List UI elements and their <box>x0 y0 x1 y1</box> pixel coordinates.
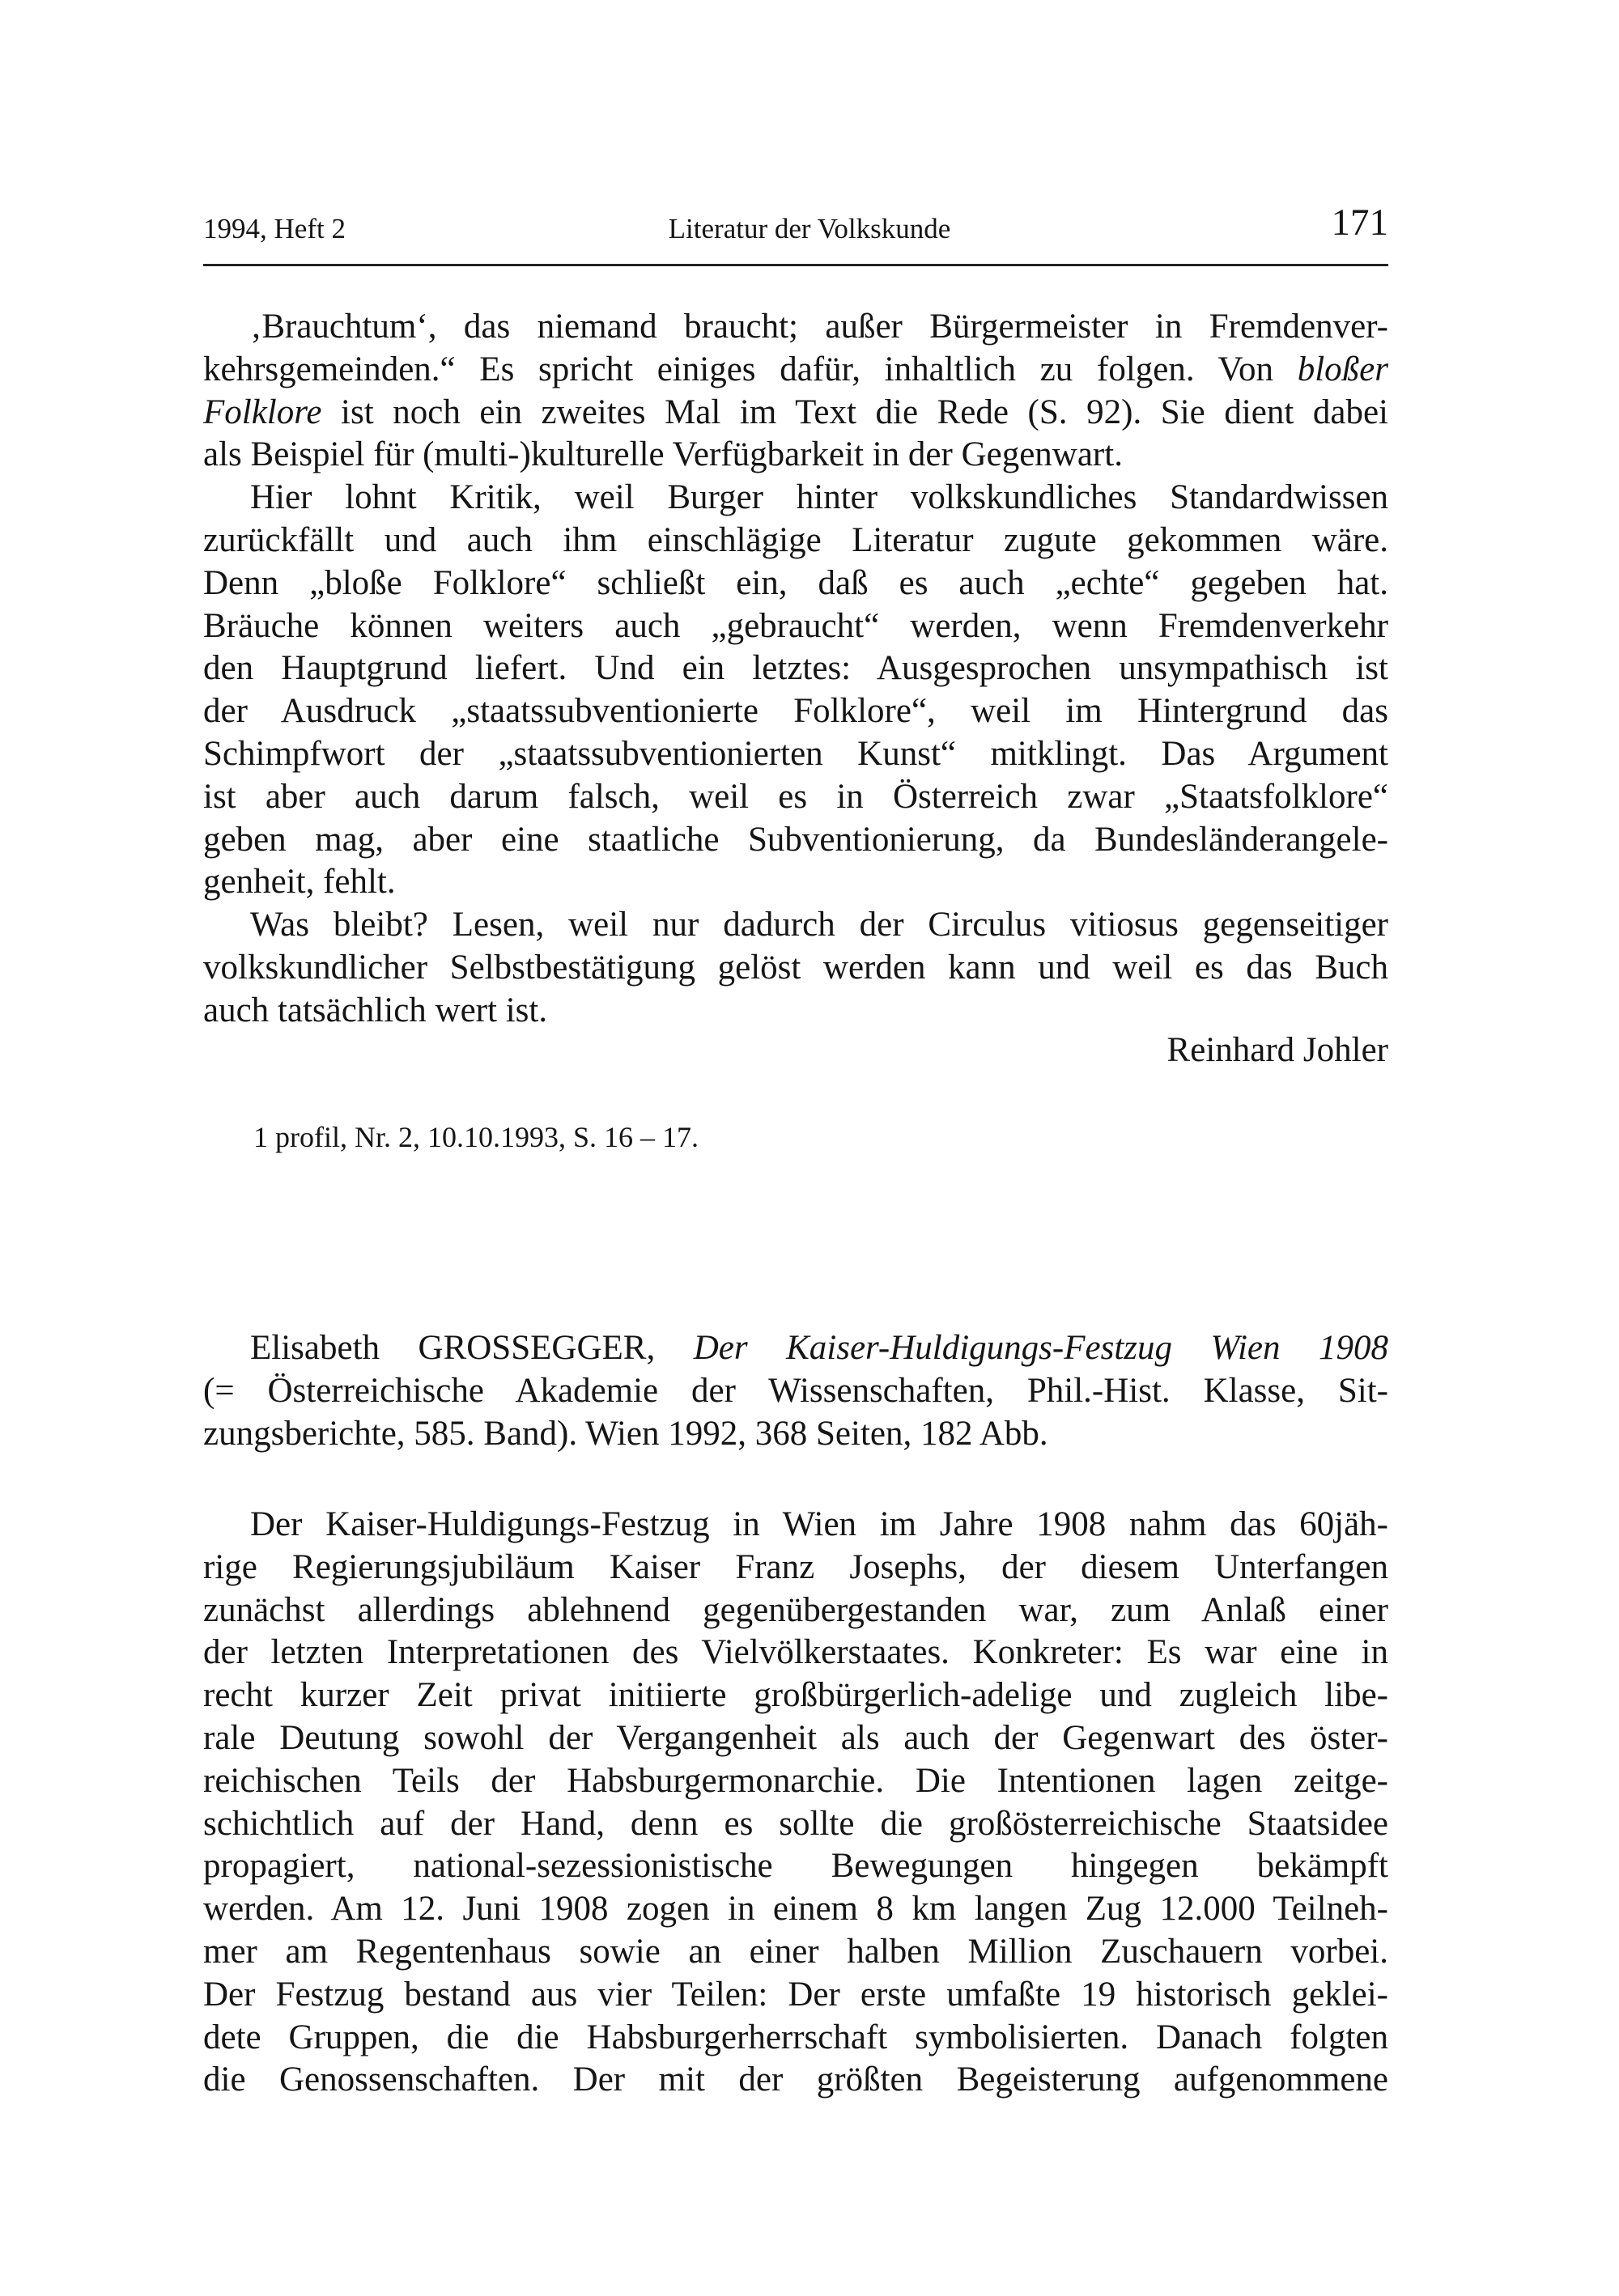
text-segment: der Ausdruck „staatssubventionierte Folklore“, weil im Hintergrund das <box>203 692 1388 731</box>
text-line <box>203 520 1388 562</box>
text-segment: schichtlich auf der Hand, denn es sollte die großösterreichische Staatsidee <box>203 1804 1388 1843</box>
text-segment: zurückfällt und auch ihm einschlägige Literatur zugute gekommen wäre. <box>203 520 1388 559</box>
text-line <box>203 861 1388 904</box>
running-head-title: Literatur der Volkskunde <box>668 213 951 244</box>
text-line <box>203 1327 1388 1370</box>
text-line <box>203 819 1388 862</box>
text-line <box>203 2017 1388 2060</box>
text-line <box>203 1803 1388 1846</box>
text-segment: genheit, fehlt. <box>203 863 396 902</box>
text-line <box>203 947 1388 990</box>
text-line <box>203 904 1388 947</box>
text-segment: Denn „bloße Folklore“ schließt ein, daß es auch „echte“ gegeben hat. <box>203 563 1388 602</box>
text-segment: als Beispiel für (multi-)kulturelle Verfügbarkeit in der Gegenwart. <box>203 435 1123 474</box>
text-segment: recht kurzer Zeit privat initiierte großbürgerlich-adelige und zugleich libe- <box>203 1676 1388 1715</box>
text-line <box>203 477 1388 520</box>
text-segment: geben mag, aber eine staatliche Subventionierung, da Bundesländerangele- <box>203 820 1388 859</box>
text-segment: werden. Am 12. Juni 1908 zogen in einem 8 km langen Zug 12.000 Teilneh- <box>203 1890 1388 1929</box>
text-line <box>203 990 1388 1033</box>
text-line <box>203 1845 1388 1888</box>
text-segment: auch tatsächlich wert ist. <box>203 991 548 1029</box>
italic-text: Der Kaiser-Huldigungs-Festzug Wien 1908 <box>693 1329 1388 1367</box>
text-line <box>203 1760 1388 1803</box>
text-line <box>203 1547 1388 1589</box>
text-line <box>203 306 1388 349</box>
text-line <box>203 647 1388 690</box>
text-segment: die Genossenschaften. Der mit der größten Begeisterung aufgenommene <box>203 2060 1388 2099</box>
text-segment: den Hauptgrund liefert. Und ein letztes: Ausgesprochen unsympathisch ist <box>203 649 1388 688</box>
text-line <box>203 605 1388 648</box>
text-segment: Schimpfwort der „staatssubventionierten Kunst“ mitklingt. Das Argument <box>203 734 1388 773</box>
text-line <box>203 1674 1388 1717</box>
header-rule <box>203 264 1388 266</box>
text-segment: ‚Brauchtum‘, das niemand braucht; außer Bürgermeister in Fremdenver- <box>250 308 1388 346</box>
text-line <box>203 733 1388 776</box>
text-segment: Hier lohnt Kritik, weil Burger hinter volkskundliches Standardwissen <box>250 478 1388 517</box>
text-segment: (= Österreichische Akademie der Wissenschaften, Phil.-Hist. Klasse, Sit- <box>203 1371 1388 1410</box>
text-line <box>203 349 1388 392</box>
text-line <box>203 690 1388 733</box>
text-segment: zungsberichte, 585. Band). Wien 1992, 368 Seiten, 182 Abb. <box>203 1414 1048 1453</box>
text-segment: Was bleibt? Lesen, weil nur dadurch der Circulus vitiosus gegenseitiger <box>250 906 1388 944</box>
text-line <box>203 434 1388 477</box>
page-number: 171 <box>1331 202 1388 244</box>
text-line <box>203 1370 1388 1413</box>
text-segment: rale Deutung sowohl der Vergangenheit als auch der Gegenwart des öster- <box>203 1718 1388 1757</box>
review-1-body <box>203 306 1388 1033</box>
review-signature: Reinhard Johler <box>1166 1031 1388 1069</box>
text-line <box>203 1931 1388 1974</box>
text-segment: reichischen Teils der Habsburgermonarchie. Die Intentionen lagen zeitge- <box>203 1761 1388 1800</box>
review-2-body <box>203 1504 1388 2102</box>
running-head-issue: 1994, Heft 2 <box>203 213 346 244</box>
text-segment: kehrsgemeinden.“ Es spricht einiges dafür, inhaltlich zu folgen. Von <box>203 350 1298 388</box>
review-2-citation <box>203 1327 1388 1455</box>
text-segment: der letzten Interpretationen des Vielvölkerstaates. Konkreter: Es war eine in <box>203 1633 1388 1672</box>
italic-text: bloßer <box>1297 350 1388 388</box>
text-line <box>203 392 1388 435</box>
text-line <box>203 1632 1388 1674</box>
text-segment: Bräuche können weiters auch „gebraucht“ werden, wenn Fremdenverkehr <box>203 606 1388 645</box>
text-segment: propagiert, national-sezessionistische Bewegungen hingegen bekämpft <box>203 1847 1388 1886</box>
text-segment: ist noch ein zweites Mal im Text die Rede (S. 92). Sie dient dabei <box>321 393 1388 431</box>
text-line <box>203 776 1388 819</box>
text-line <box>203 1974 1388 2017</box>
text-segment: rige Regierungsjubiläum Kaiser Franz Josephs, der diesem Unterfangen <box>203 1547 1388 1586</box>
text-line <box>203 562 1388 605</box>
text-segment: volkskundlicher Selbstbestätigung gelöst werden kann und weil es das Buch <box>203 948 1388 987</box>
text-segment: Elisabeth GROSSEGGER, <box>250 1329 694 1367</box>
text-line <box>203 2059 1388 2102</box>
text-segment: dete Gruppen, die die Habsburgerherrschaft symbolisierten. Danach folgten <box>203 2018 1388 2056</box>
text-line <box>203 1504 1388 1547</box>
footnote: 1 profil, Nr. 2, 10.10.1993, S. 16 – 17. <box>253 1121 699 1153</box>
text-segment: mer am Regentenhaus sowie an einer halben Million Zuschauern vorbei. <box>203 1932 1388 1971</box>
text-line <box>203 1589 1388 1632</box>
italic-text: Folklore <box>203 393 322 431</box>
text-segment: Der Festzug bestand aus vier Teilen: Der erste umfaßte 19 historisch geklei- <box>203 1975 1388 2014</box>
text-line <box>203 1717 1388 1760</box>
text-segment: Der Kaiser-Huldigungs-Festzug in Wien im Jahre 1908 nahm das 60jäh- <box>250 1505 1388 1543</box>
text-line <box>203 1413 1388 1456</box>
text-line <box>203 1888 1388 1931</box>
text-segment: ist aber auch darum falsch, weil es in Österreich zwar „Staatsfolklore“ <box>203 777 1388 816</box>
text-segment: zunächst allerdings ablehnend gegenübergestanden war, zum Anlaß einer <box>203 1590 1388 1629</box>
